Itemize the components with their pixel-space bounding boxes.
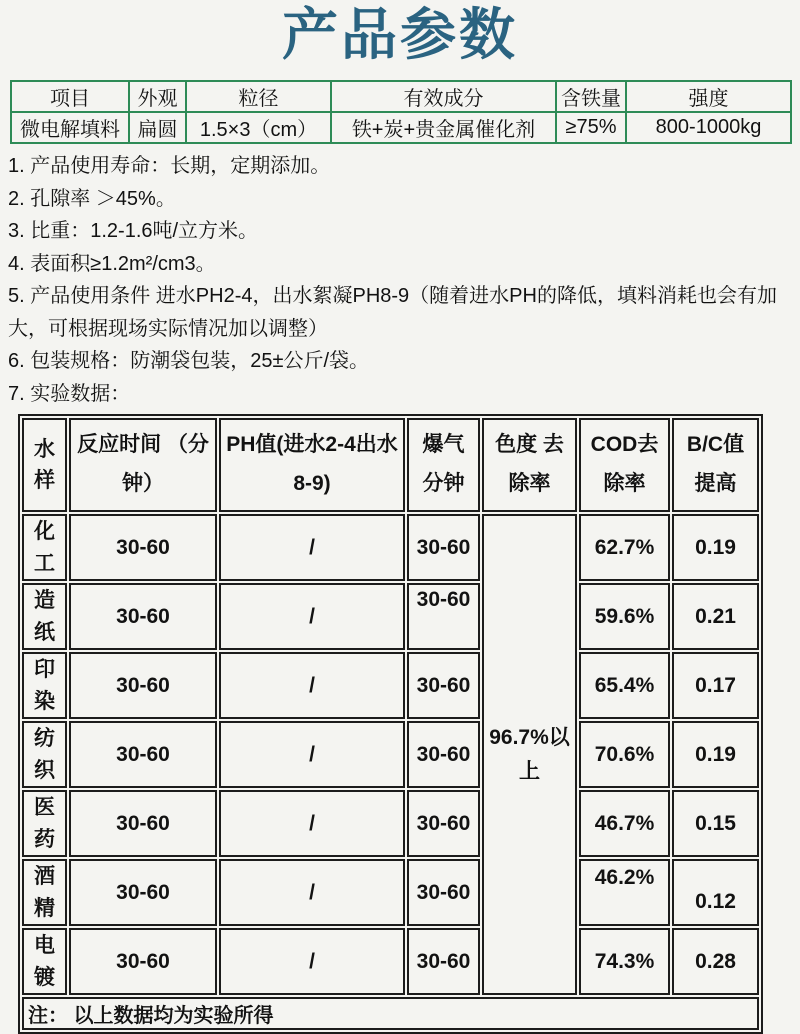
ph-value: /	[219, 583, 405, 650]
exp-header-ph: PH值(进水2-4出水8-9)	[219, 418, 405, 512]
aeration-value: 30-60	[407, 652, 480, 719]
notes-list	[8, 150, 796, 410]
aeration-value: 30-60	[407, 583, 480, 650]
note-item-5: 5. 产品使用条件 进水PH2-4，出水絮凝PH8-9（随着进水PH的降低，填料消耗也会有加大，可根据现场实际情况加以调整）	[8, 285, 777, 340]
aeration-value: 30-60	[407, 790, 480, 857]
cod-removal-value: 59.6%	[579, 583, 670, 650]
reaction-time-value: 30-60	[69, 790, 217, 857]
exp-header-sample: 水样	[22, 418, 67, 512]
spec-header-particle-size: 粒径	[186, 81, 331, 112]
note-item-2: 2. 孔隙率 ＞45%。	[8, 187, 176, 210]
bc-ratio-value: 0.19	[672, 514, 759, 581]
aeration-value: 30-60	[407, 859, 480, 926]
cod-removal-value: 62.7%	[579, 514, 670, 581]
note-item-6: 6. 包装规格：防潮袋包装，25±公斤/袋。	[8, 350, 370, 372]
aeration-value: 30-60	[407, 514, 480, 581]
bc-ratio-value: 0.28	[672, 928, 759, 995]
ph-value: /	[219, 790, 405, 857]
table-row-diandu	[22, 928, 759, 995]
chroma-removal-merged-value: 96.7%以上	[482, 514, 577, 995]
spec-header-iron-content: 含铁量	[556, 81, 626, 112]
reaction-time-value: 30-60	[69, 928, 217, 995]
sample-label: 纺织	[22, 721, 67, 788]
spec-value-active-ingredient: 铁+炭+贵金属催化剂	[331, 112, 556, 143]
note-item-7: 7. 实验数据：	[8, 382, 131, 405]
bc-ratio-value: 0.12	[672, 859, 759, 926]
cod-removal-value: 65.4%	[579, 652, 670, 719]
spec-header-strength: 强度	[626, 81, 791, 112]
reaction-time-value: 30-60	[69, 652, 217, 719]
table-footnote: 注： 以上数据均为实验所得	[22, 997, 759, 1030]
table-row-fangzhi	[22, 721, 759, 788]
ph-value: /	[219, 721, 405, 788]
spec-value-row	[11, 112, 791, 143]
spec-value-particle-size: 1.5×3（cm）	[186, 112, 331, 143]
table-row-yiyao	[22, 790, 759, 857]
note-item-3: 3. 比重：1.2-1.6吨/立方米。	[8, 220, 259, 242]
cod-removal-value: 46.7%	[579, 790, 670, 857]
reaction-time-value: 30-60	[69, 514, 217, 581]
bc-ratio-value: 0.19	[672, 721, 759, 788]
sample-label: 医药	[22, 790, 67, 857]
exp-header-row	[22, 418, 759, 512]
spec-value-iron-content: ≥75%	[556, 112, 626, 143]
reaction-time-value: 30-60	[69, 859, 217, 926]
sample-label: 印染	[22, 652, 67, 719]
cod-removal-value: 70.6%	[579, 721, 670, 788]
exp-header-bc-ratio: B/C值 提高	[672, 418, 759, 512]
note-item-4: 4. 表面积≥1.2m²/cm3。	[8, 252, 216, 275]
cod-removal-value: 46.2%	[579, 859, 670, 926]
ph-value: /	[219, 652, 405, 719]
ph-value: /	[219, 928, 405, 995]
page-title: 产品参数	[282, 3, 518, 66]
table-row-zaozhi	[22, 583, 759, 650]
experiment-data-table	[18, 414, 763, 1034]
spec-value-item: 微电解填料	[11, 112, 129, 143]
spec-value-strength: 800-1000kg	[626, 112, 791, 143]
reaction-time-value: 30-60	[69, 721, 217, 788]
exp-header-aeration: 爆气 分钟	[407, 418, 480, 512]
table-row-huagong	[22, 514, 759, 581]
sample-label: 化工	[22, 514, 67, 581]
reaction-time-value: 30-60	[69, 583, 217, 650]
table-row-yinran	[22, 652, 759, 719]
table-footnote-row	[22, 997, 759, 1030]
spec-value-appearance: 扁圆	[129, 112, 186, 143]
sample-label: 电镀	[22, 928, 67, 995]
sample-label: 造纸	[22, 583, 67, 650]
exp-header-cod-removal: COD去除率	[579, 418, 670, 512]
aeration-value: 30-60	[407, 721, 480, 788]
ph-value: /	[219, 514, 405, 581]
cod-removal-value: 74.3%	[579, 928, 670, 995]
bc-ratio-value: 0.15	[672, 790, 759, 857]
spec-header-row	[11, 81, 791, 112]
exp-header-chroma-removal: 色度 去除率	[482, 418, 577, 512]
note-item-1: 1. 产品使用寿命：长期，定期添加。	[8, 155, 331, 177]
exp-header-reaction-time: 反应时间 （分钟）	[69, 418, 217, 512]
sample-label: 酒精	[22, 859, 67, 926]
ph-value: /	[219, 859, 405, 926]
aeration-value: 30-60	[407, 928, 480, 995]
spec-header-item: 项目	[11, 81, 129, 112]
spec-table	[10, 80, 792, 144]
bc-ratio-value: 0.21	[672, 583, 759, 650]
bc-ratio-value: 0.17	[672, 652, 759, 719]
spec-header-appearance: 外观	[129, 81, 186, 112]
table-row-jiujing	[22, 859, 759, 926]
spec-header-active-ingredient: 有效成分	[331, 81, 556, 112]
